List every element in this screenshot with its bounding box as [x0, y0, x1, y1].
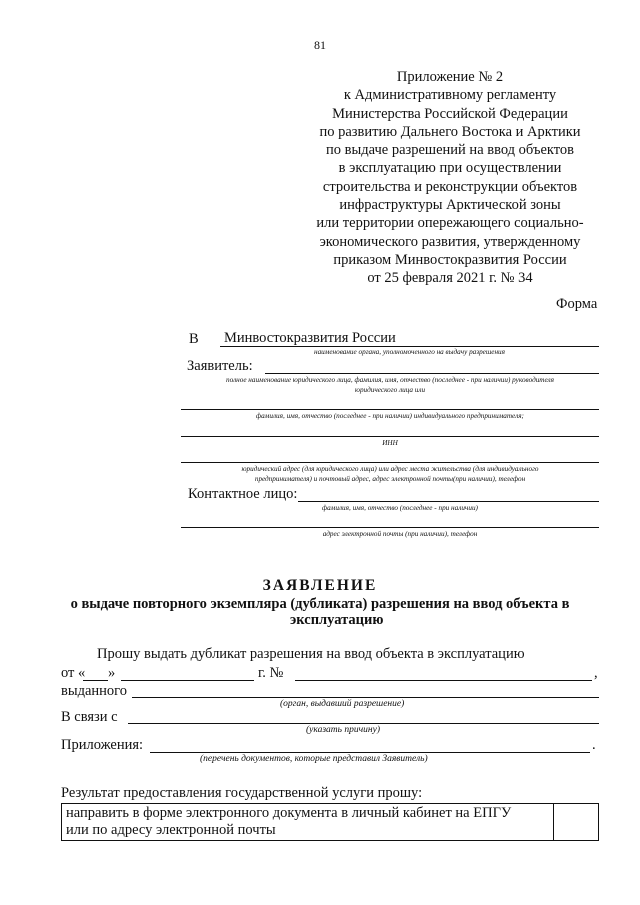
result-option-line-2: или по адресу электронной почты — [66, 822, 276, 838]
applicant-caption-4b: предпринимателя) и почтовый адрес, адрес электронной почты(при наличии), телефон — [254, 475, 526, 483]
appendix-line: от 25 февраля 2021 г. № 34 — [367, 270, 533, 287]
issued-label: выданного — [61, 683, 128, 699]
recipient-line — [220, 346, 599, 347]
recipient-caption: наименование органа, уполномоченного на выдачу разрешения — [314, 348, 505, 356]
applicant-line-3[interactable] — [181, 436, 599, 437]
date-month-line[interactable] — [121, 680, 254, 681]
appendix-line: экономического развития, утвержденному — [319, 233, 581, 250]
applicant-caption-3: ИНН — [382, 439, 398, 447]
appendix-line: к Административному регламенту — [343, 87, 557, 104]
applicant-caption-1: полное наименование юридического лица, фамилия, имя, отчество (последнее - при наличии) руководителя — [226, 376, 554, 384]
applicant-label: Заявитель: — [187, 358, 253, 374]
quote-close: » — [108, 665, 116, 681]
applicant-line-1[interactable] — [265, 373, 599, 374]
contact-line-2[interactable] — [181, 527, 599, 528]
appendix-line: в эксплуатацию при осуществлении — [338, 160, 562, 177]
applicant-line-2[interactable] — [181, 409, 599, 410]
attachments-line[interactable] — [150, 752, 590, 753]
result-label: Результат предоставления государственной услуги прошу: — [61, 785, 423, 801]
applicant-line-4[interactable] — [181, 462, 599, 463]
issued-line[interactable] — [132, 697, 599, 698]
applicant-caption-1b: юридического лица или — [354, 386, 426, 394]
appendix-line: или территории опережающего социально- — [316, 215, 584, 232]
attachments-label: Приложения: — [61, 737, 144, 753]
attachments-caption: (перечень документов, которые представил Заявитель) — [200, 754, 428, 764]
permit-number-line[interactable] — [295, 680, 592, 681]
year-number-label: г. № — [258, 665, 284, 681]
appendix-line: Приложение № 2 — [396, 69, 504, 85]
appendix-line: Министерства Российской Федерации — [332, 105, 568, 122]
date-day-line[interactable] — [83, 680, 108, 681]
appendix-line: строительства и реконструкции объектов — [322, 178, 578, 195]
form-label: Форма — [556, 296, 598, 312]
contact-label: Контактное лицо: — [188, 486, 298, 502]
result-option-row[interactable] — [62, 804, 599, 841]
statement-subtitle-cont: эксплуатацию — [290, 612, 384, 628]
appendix-header — [290, 68, 610, 288]
recipient-prefix: В — [189, 331, 199, 347]
comma: , — [594, 665, 598, 681]
reason-label: В связи с — [61, 709, 118, 725]
result-option-line-1: направить в форме электронного документа в личный кабинет на ЕПГУ — [66, 805, 512, 821]
appendix-line: приказом Минвостокразвития России — [333, 251, 567, 268]
page-number: 81 — [314, 38, 326, 52]
result-table — [61, 803, 599, 841]
result-option-text — [62, 804, 554, 841]
contact-caption-2: адрес электронной почты (при наличии), телефон — [322, 530, 478, 538]
reason-line[interactable] — [128, 723, 599, 724]
applicant-caption-2: фамилия, имя, отчество (последнее - при наличии) индивидуального предпринимателя; — [256, 412, 524, 420]
reason-caption: (указать причину) — [306, 725, 380, 735]
contact-caption-1: фамилия, имя, отчество (последнее - при наличии) — [322, 504, 478, 512]
contact-line-1[interactable] — [298, 501, 599, 502]
statement-title: ЗАЯВЛЕНИЕ — [262, 577, 378, 594]
appendix-line: по развитию Дальнего Востока и Арктики — [319, 123, 581, 140]
applicant-caption-4a: юридический адрес (для юридического лица) или адрес места жительства (для индивидуального — [241, 465, 539, 473]
appendix-line: инфраструктуры Арктической зоны — [339, 197, 561, 214]
appendix-line: по выдаче разрешений на ввод объектов — [326, 142, 574, 159]
result-option-checkbox[interactable] — [554, 804, 599, 841]
statement-subtitle: о выдаче повторного экземпляра (дубликата) разрешения на ввод объекта в — [70, 596, 570, 612]
request-text: Прошу выдать дубликат разрешения на ввод объекта в эксплуатацию — [97, 646, 525, 662]
from-label: от « — [61, 665, 86, 681]
period: . — [592, 737, 596, 753]
issued-caption: (орган, выдавший разрешение) — [280, 699, 405, 709]
recipient-value[interactable]: Минвостокразвития России — [224, 330, 396, 346]
